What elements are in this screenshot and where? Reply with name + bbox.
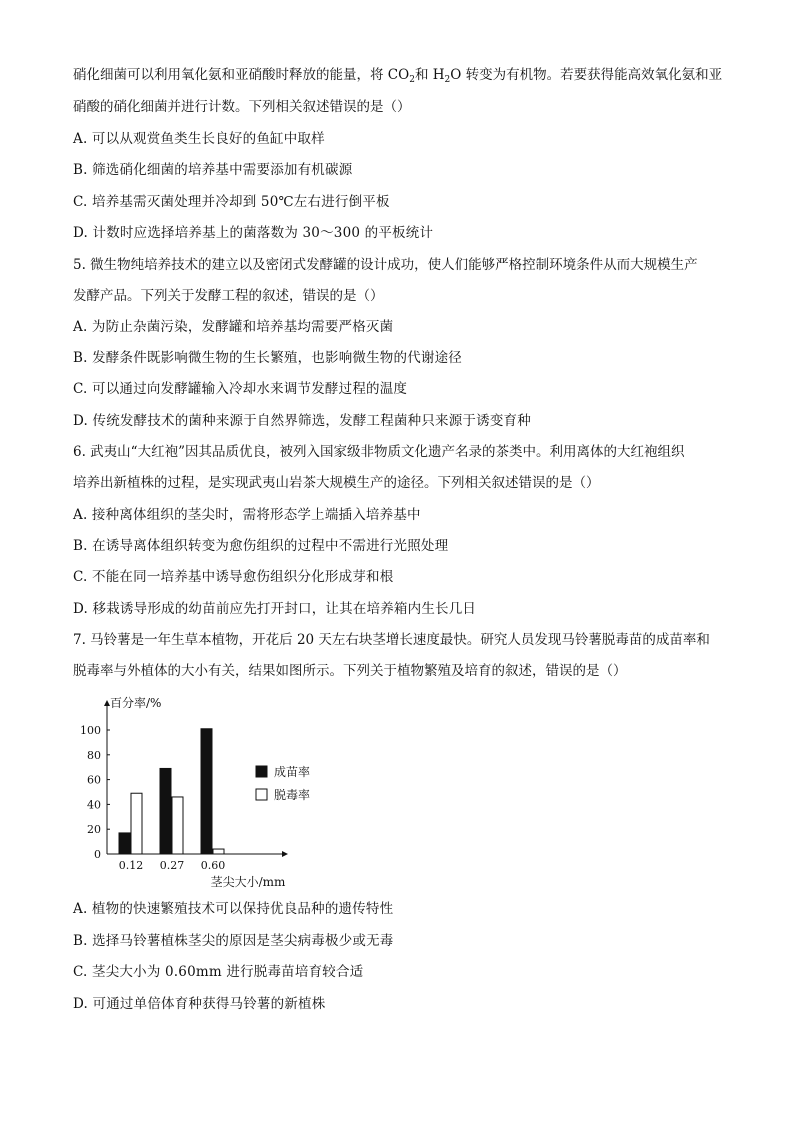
y-tick-label: 40 bbox=[87, 798, 101, 812]
bar-survival-rate bbox=[201, 729, 212, 854]
co2-subscript: 2 bbox=[409, 75, 415, 85]
q5-stem-line2: 发酵产品。下列关于发酵工程的叙述，错误的是（） bbox=[73, 288, 384, 304]
q6-stem-line2: 培养出新植株的过程，是实现武夷山岩茶大规模生产的途径。下列相关叙述错误的是（） bbox=[73, 475, 600, 491]
chart-legend bbox=[256, 764, 310, 802]
q5-option-d: D. 传统发酵技术的菌种来源于自然界筛选，发酵工程菌种只来源于诱变育种 bbox=[73, 413, 531, 429]
y-tick-label: 100 bbox=[80, 724, 101, 737]
q4-option-b: B. 筛选硝化细菌的培养基中需要添加有机碳源 bbox=[73, 162, 353, 178]
bar-virus-free-rate bbox=[131, 793, 142, 854]
q6-option-b: B. 在诱导离体组织转变为愈伤组织的过程中不需进行光照处理 bbox=[73, 538, 449, 554]
legend-swatch bbox=[256, 766, 267, 777]
q6-option-a: A. 接种离体组织的茎尖时，需将形态学上端插入培养基中 bbox=[73, 507, 421, 523]
q6-option-d: D. 移栽诱导形成的幼苗前应先打开封口，让其在培养箱内生长几日 bbox=[73, 601, 477, 617]
y-tick-label: 20 bbox=[87, 823, 101, 837]
y-axis-label: 百分率/% bbox=[110, 696, 162, 710]
bar-chart bbox=[80, 690, 320, 890]
q7-stem-line2: 脱毒率与外植体的大小有关，结果如图所示。下列关于植物繁殖及培育的叙述，错误的是（） bbox=[73, 663, 627, 679]
q4-stem-line1 bbox=[73, 66, 722, 84]
bar-virus-free-rate bbox=[213, 849, 224, 854]
y-tick-label: 0 bbox=[94, 848, 101, 861]
q7-option-c: C. 茎尖大小为 0.60mm 进行脱毒苗培育较合适 bbox=[73, 964, 364, 980]
y-tick-label: 80 bbox=[87, 748, 101, 762]
legend-label: 脱毒率 bbox=[274, 788, 311, 802]
bar-survival-rate bbox=[160, 768, 171, 854]
q4-option-c: C. 培养基需灭菌处理并冷却到 50℃左右进行倒平板 bbox=[73, 194, 390, 210]
q7-stem-line1: 7. 马铃薯是一年生草本植物，开花后 20 天左右块茎增长速度最快。研究人员发现马铃薯脱毒苗的成苗率和 bbox=[73, 632, 710, 648]
q5-option-a: A. 为防止杂菌污染，发酵罐和培养基均需要严格灭菌 bbox=[73, 319, 394, 335]
x-tick-label: 0.60 bbox=[200, 859, 226, 872]
q7-option-b: B. 选择马铃薯植株茎尖的原因是茎尖病毒极少或无毒 bbox=[73, 933, 394, 949]
q5-stem-line1: 5. 微生物纯培养技术的建立以及密闭式发酵罐的设计成功，使人们能够严格控制环境条件从而大规模生产 bbox=[73, 257, 698, 273]
q6-option-c: C. 不能在同一培养基中诱导愈伤组织分化形成芽和根 bbox=[73, 569, 394, 585]
q5-option-b: B. 发酵条件既影响微生物的生长繁殖，也影响微生物的代谢途径 bbox=[73, 350, 463, 366]
legend-swatch bbox=[256, 789, 267, 800]
q4-option-a: A. 可以从观赏鱼类生长良好的鱼缸中取样 bbox=[73, 131, 325, 147]
q7-option-d: D. 可通过单倍体育种获得马铃薯的新植株 bbox=[73, 996, 326, 1012]
q7-option-a: A. 植物的快速繁殖技术可以保持优良品种的遗传特性 bbox=[73, 901, 394, 917]
q4-stem-line1-c: O 转变为有机物。若要获得能高效氧化氨和亚 bbox=[450, 67, 723, 83]
x-axis-arrow bbox=[282, 851, 288, 857]
q6-stem-line1: 6. 武夷山“大红袍”因其品质优良，被列入国家级非物质文化遗产名录的茶类中。利用离体的大红袍组织 bbox=[73, 444, 685, 460]
q5-option-c: C. 可以通过向发酵罐输入冷却水来调节发酵过程的温度 bbox=[73, 381, 408, 397]
q4-stem-line1-a: 硝化细菌可以利用氧化氨和亚硝酸时释放的能量，将 CO bbox=[73, 67, 410, 83]
x-tick-label: 0.12 bbox=[118, 859, 144, 872]
h2o-subscript: 2 bbox=[444, 75, 451, 85]
chart-bars bbox=[119, 729, 224, 854]
bar-survival-rate bbox=[119, 833, 130, 854]
bar-virus-free-rate bbox=[172, 797, 183, 854]
x-tick-label: 0.27 bbox=[159, 859, 185, 872]
x-axis-label: 茎尖大小/mm bbox=[210, 875, 286, 889]
q4-stem-line1-b: 和 H bbox=[414, 67, 445, 83]
q4-stem-line2: 硝酸的硝化细菌并进行计数。下列相关叙述错误的是（） bbox=[73, 99, 411, 115]
legend-label: 成苗率 bbox=[274, 765, 311, 779]
q4-option-d: D. 计数时应选择培养基上的菌落数为 30～300 的平板统计 bbox=[73, 225, 434, 241]
y-tick-label: 60 bbox=[87, 773, 101, 787]
